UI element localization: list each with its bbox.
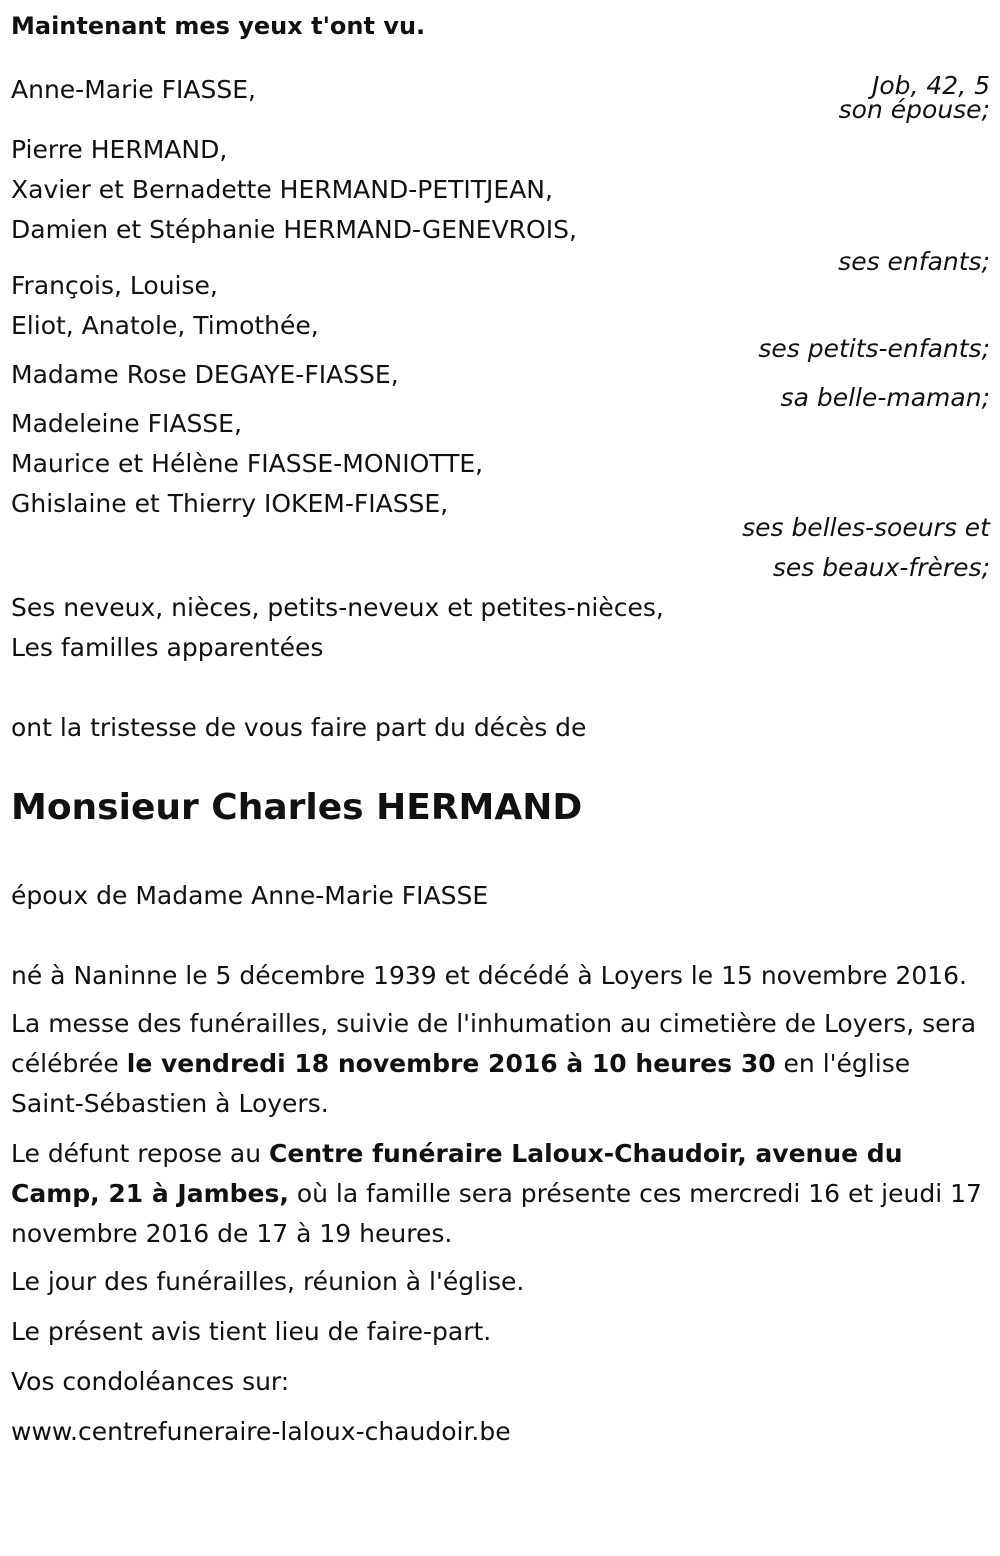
- meeting-line: Le jour des funérailles, réunion à l'église.: [11, 1267, 525, 1296]
- repose-paragraph: [11, 1134, 990, 1254]
- epigraph: Maintenant mes yeux t'ont vu.: [11, 12, 426, 40]
- family-group-children: [11, 130, 990, 282]
- family-role: ses beaux-frères;: [772, 553, 990, 582]
- family-name: Damien et Stéphanie HERMAND-GENEVROIS,: [11, 215, 577, 244]
- family-name: François, Louise,: [11, 271, 218, 300]
- extended-family: [11, 588, 990, 668]
- spouse-line: époux de Madame Anne-Marie FIASSE: [11, 881, 489, 910]
- family-name: Pierre HERMAND,: [11, 135, 228, 164]
- extended-family-line: Ses neveux, nièces, petits-neveux et petites-nièces,: [11, 593, 664, 622]
- family-name: Anne-Marie FIASSE,: [11, 75, 256, 104]
- family-name: Eliot, Anatole, Timothée,: [11, 311, 319, 340]
- funeral-text: La messe des funérailles, suivie de l'inhumation au cimetière de Loyers, sera célébrée: [11, 1009, 977, 1078]
- website-link[interactable]: www.centrefuneraire-laloux-chaudoir.be: [11, 1417, 511, 1446]
- repose-location: Centre funéraire Laloux-Chaudoir, avenue du Camp, 21 à Jambes,: [11, 1139, 903, 1208]
- notice-line: Le présent avis tient lieu de faire-part.: [11, 1317, 492, 1346]
- family-role: ses enfants;: [838, 247, 990, 276]
- family-name: Maurice et Hélène FIASSE-MONIOTTE,: [11, 449, 484, 478]
- family-group-siblings-in-law: [11, 404, 990, 588]
- funeral-date: le vendredi 18 novembre 2016 à 10 heures 30: [126, 1049, 776, 1078]
- family-name: Madeleine FIASSE,: [11, 409, 242, 438]
- family-role: sa belle-maman;: [780, 383, 990, 412]
- obituary-notice: [11, 6, 990, 1452]
- scripture-reference: Job, 42, 5: [871, 71, 990, 100]
- announcement: ont la tristesse de vous faire part du décès de: [11, 713, 587, 742]
- family-role: ses petits-enfants;: [758, 334, 990, 363]
- family-role: son épouse;: [838, 95, 990, 124]
- repose-text: Le défunt repose au: [11, 1139, 270, 1168]
- extended-family-line: Les familles apparentées: [11, 633, 324, 662]
- family-group-spouse: [11, 70, 990, 130]
- family-role: ses belles-soeurs et: [742, 513, 990, 542]
- family-name: Madame Rose DEGAYE-FIASSE,: [11, 360, 399, 389]
- deceased-name: Monsieur Charles HERMAND: [11, 787, 583, 828]
- condolences-label: Vos condoléances sur:: [11, 1367, 290, 1396]
- birth-death: né à Naninne le 5 décembre 1939 et décédé à Loyers le 15 novembre 2016.: [11, 961, 967, 990]
- family-name: Xavier et Bernadette HERMAND-PETITJEAN,: [11, 175, 553, 204]
- family-group-grandchildren: [11, 266, 990, 369]
- funeral-text: en l'église Saint-Sébastien à Loyers.: [11, 1049, 911, 1118]
- repose-text: où la famille sera présente ces mercredi 16 et jeudi 17 novembre 2016 de 17 à 19 heures.: [11, 1179, 982, 1248]
- funeral-paragraph: [11, 1004, 990, 1124]
- family-name: Ghislaine et Thierry IOKEM-FIASSE,: [11, 489, 449, 518]
